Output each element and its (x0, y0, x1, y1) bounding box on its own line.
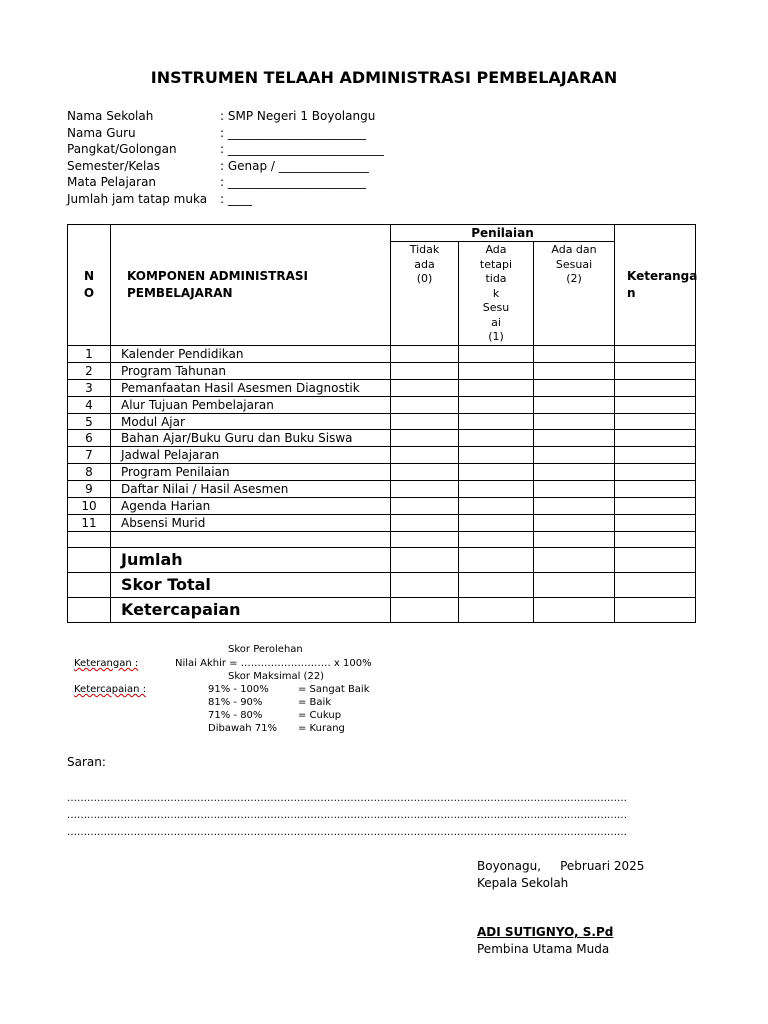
empty-cell[interactable] (459, 531, 534, 547)
saran-line[interactable]: …………………………………………………………………………………………………………………………………………………… (67, 793, 627, 804)
info-label: Nama Guru (67, 125, 136, 140)
info-value: : Genap / _______________ (220, 158, 369, 173)
row-number: 5 (68, 413, 111, 430)
level-range: Dibawah 71% (208, 723, 278, 734)
cell-tidak-ada[interactable] (391, 464, 459, 481)
cell-tidak-ada[interactable] (391, 498, 459, 515)
skor-total-label: Skor Total (111, 572, 391, 597)
header-tidak-ada: Tidak ada (0) (391, 242, 459, 346)
header-ada-sesuai: Ada dan Sesuai (2) (534, 242, 615, 346)
level-range: 91% - 100% (208, 684, 269, 695)
header-no: N O (68, 225, 111, 346)
header-ada-tidak-sesuai: Ada tetapi tida k Sesu ai (1) (459, 242, 534, 346)
row-component: Jadwal Pelajaran (111, 447, 391, 464)
jumlah-keterangan[interactable] (615, 547, 696, 572)
row-number: 2 (68, 362, 111, 379)
ketercapaian-ada-sesuai[interactable] (534, 597, 615, 622)
cell-ada-tidak-sesuai[interactable] (459, 481, 534, 498)
table-row (68, 379, 696, 396)
row-number: 8 (68, 464, 111, 481)
row-component: Daftar Nilai / Hasil Asesmen (111, 481, 391, 498)
signature-name: ADI SUTIGNYO, S.Pd (477, 925, 614, 939)
cell-ada-tidak-sesuai[interactable] (459, 430, 534, 447)
cell-tidak-ada[interactable] (391, 430, 459, 447)
cell-keterangan[interactable] (615, 430, 696, 447)
jumlah-ada-tidak-sesuai[interactable] (459, 547, 534, 572)
empty-cell (68, 547, 111, 572)
ketercapaian-legend-label: Ketercapaian : (74, 684, 147, 695)
cell-keterangan[interactable] (615, 464, 696, 481)
cell-tidak-ada[interactable] (391, 362, 459, 379)
header-keterangan: Keteranga n (615, 225, 696, 346)
formula-denominator: Skor Maksimal (22) (228, 671, 325, 682)
info-label: Nama Sekolah (67, 109, 154, 123)
row-component: Agenda Harian (111, 498, 391, 515)
table-row (68, 514, 696, 531)
row-number: 7 (68, 447, 111, 464)
cell-ada-tidak-sesuai[interactable] (459, 514, 534, 531)
info-value: : _______________________ (220, 125, 366, 140)
cell-keterangan[interactable] (615, 379, 696, 396)
cell-tidak-ada[interactable] (391, 481, 459, 498)
signature-place-date: Boyonagu, Pebruari 2025 (477, 859, 645, 873)
ketercapaian-tidak-ada[interactable] (391, 597, 459, 622)
cell-ada-sesuai[interactable] (534, 464, 615, 481)
cell-ada-tidak-sesuai[interactable] (459, 396, 534, 413)
level-range: 71% - 80% (208, 710, 263, 721)
level-result: = Baik (298, 697, 332, 708)
row-component: Absensi Murid (111, 514, 391, 531)
table-row (68, 346, 696, 363)
jumlah-label: Jumlah (111, 547, 391, 572)
table-row (68, 396, 696, 413)
row-component: Program Penilaian (111, 464, 391, 481)
info-label: Jumlah jam tatap muka (67, 191, 208, 206)
saran-line[interactable]: …………………………………………………………………………………………………………………………………………………… (67, 827, 627, 838)
header-penilaian: Penilaian (391, 225, 615, 242)
row-number: 10 (68, 498, 111, 515)
saran-label: Saran: (67, 755, 106, 769)
jumlah-tidak-ada[interactable] (391, 547, 459, 572)
signature-rank: Pembina Utama Muda (477, 942, 610, 956)
info-value: : ____ (220, 191, 252, 206)
row-number: 9 (68, 481, 111, 498)
empty-cell[interactable] (534, 531, 615, 547)
cell-ada-sesuai[interactable] (534, 362, 615, 379)
cell-ada-sesuai[interactable] (534, 498, 615, 515)
row-number: 3 (68, 379, 111, 396)
info-label: Pangkat/Golongan (67, 142, 177, 157)
cell-tidak-ada[interactable] (391, 514, 459, 531)
table-row (68, 481, 696, 498)
level-result: = Kurang (298, 723, 345, 734)
table-row (68, 430, 696, 447)
cell-tidak-ada[interactable] (391, 396, 459, 413)
empty-cell[interactable] (391, 531, 459, 547)
total-row-jumlah (68, 547, 696, 572)
table-row (68, 464, 696, 481)
cell-ada-tidak-sesuai[interactable] (459, 413, 534, 430)
empty-cell (68, 597, 111, 622)
row-component: Alur Tujuan Pembelajaran (111, 396, 391, 413)
empty-cell[interactable] (615, 531, 696, 547)
cell-ada-tidak-sesuai[interactable] (459, 379, 534, 396)
skor-keterangan[interactable] (615, 572, 696, 597)
cell-ada-sesuai[interactable] (534, 481, 615, 498)
table-row (68, 362, 696, 379)
cell-keterangan[interactable] (615, 346, 696, 363)
info-label: Mata Pelajaran (67, 175, 157, 190)
cell-keterangan[interactable] (615, 481, 696, 498)
cell-ada-sesuai[interactable] (534, 430, 615, 447)
cell-ada-sesuai[interactable] (534, 413, 615, 430)
level-result: = Sangat Baik (298, 684, 370, 695)
info-value: : _______________________ (220, 175, 366, 190)
row-number: 4 (68, 396, 111, 413)
cell-keterangan[interactable] (615, 447, 696, 464)
empty-cell (111, 531, 391, 547)
cell-ada-tidak-sesuai[interactable] (459, 498, 534, 515)
cell-ada-tidak-sesuai[interactable] (459, 362, 534, 379)
table-row (68, 447, 696, 464)
header-component: KOMPONEN ADMINISTRASI PEMBELAJARAN (111, 225, 391, 346)
cell-ada-sesuai[interactable] (534, 447, 615, 464)
skor-tidak-ada[interactable] (391, 572, 459, 597)
cell-keterangan[interactable] (615, 362, 696, 379)
ketercapaian-keterangan[interactable] (615, 597, 696, 622)
level-result: = Cukup (298, 710, 342, 721)
empty-cell (68, 572, 111, 597)
cell-tidak-ada[interactable] (391, 413, 459, 430)
cell-ada-sesuai[interactable] (534, 396, 615, 413)
formula-numerator: Skor Perolehan (228, 644, 303, 655)
document-title: INSTRUMEN TELAAH ADMINISTRASI PEMBELAJARAN (150, 68, 618, 87)
cell-ada-sesuai[interactable] (534, 514, 615, 531)
cell-keterangan[interactable] (615, 514, 696, 531)
jumlah-ada-sesuai[interactable] (534, 547, 615, 572)
row-component: Kalender Pendidikan (111, 346, 391, 363)
cell-tidak-ada[interactable] (391, 447, 459, 464)
cell-keterangan[interactable] (615, 498, 696, 515)
ketercapaian-ada-tidak-sesuai[interactable] (459, 597, 534, 622)
level-range: 81% - 90% (208, 697, 263, 708)
keterangan-label: Keterangan : (74, 658, 139, 669)
row-component: Modul Ajar (111, 413, 391, 430)
signature-position: Kepala Sekolah (477, 876, 569, 890)
cell-ada-sesuai[interactable] (534, 379, 615, 396)
cell-ada-sesuai[interactable] (534, 346, 615, 363)
saran-line[interactable]: …………………………………………………………………………………………………………………………………………………… (67, 810, 627, 821)
row-number: 6 (68, 430, 111, 447)
skor-ada-sesuai[interactable] (534, 572, 615, 597)
row-number: 11 (68, 514, 111, 531)
cell-tidak-ada[interactable] (391, 379, 459, 396)
skor-ada-tidak-sesuai[interactable] (459, 572, 534, 597)
table-row (68, 413, 696, 430)
row-component: Pemanfaatan Hasil Asesmen Diagnostik (111, 379, 391, 396)
info-value: : SMP Negeri 1 Boyolangu (220, 109, 376, 123)
cell-ada-tidak-sesuai[interactable] (459, 346, 534, 363)
formula-nilai-akhir: Nilai Akhir = ……………………… x 100% (175, 658, 372, 669)
info-value: : __________________________ (220, 142, 384, 157)
cell-tidak-ada[interactable] (391, 346, 459, 363)
row-component: Program Tahunan (111, 362, 391, 379)
total-row-skor (68, 572, 696, 597)
row-number: 1 (68, 346, 111, 363)
ketercapaian-label: Ketercapaian (111, 597, 391, 622)
cell-ada-tidak-sesuai[interactable] (459, 464, 534, 481)
assessment-table (67, 224, 696, 623)
cell-ada-tidak-sesuai[interactable] (459, 447, 534, 464)
total-row-ketercapaian (68, 597, 696, 622)
row-component: Bahan Ajar/Buku Guru dan Buku Siswa (111, 430, 391, 447)
info-label: Semester/Kelas (67, 158, 160, 173)
cell-keterangan[interactable] (615, 396, 696, 413)
empty-cell (68, 531, 111, 547)
table-row (68, 498, 696, 515)
empty-row (68, 531, 696, 547)
cell-keterangan[interactable] (615, 413, 696, 430)
